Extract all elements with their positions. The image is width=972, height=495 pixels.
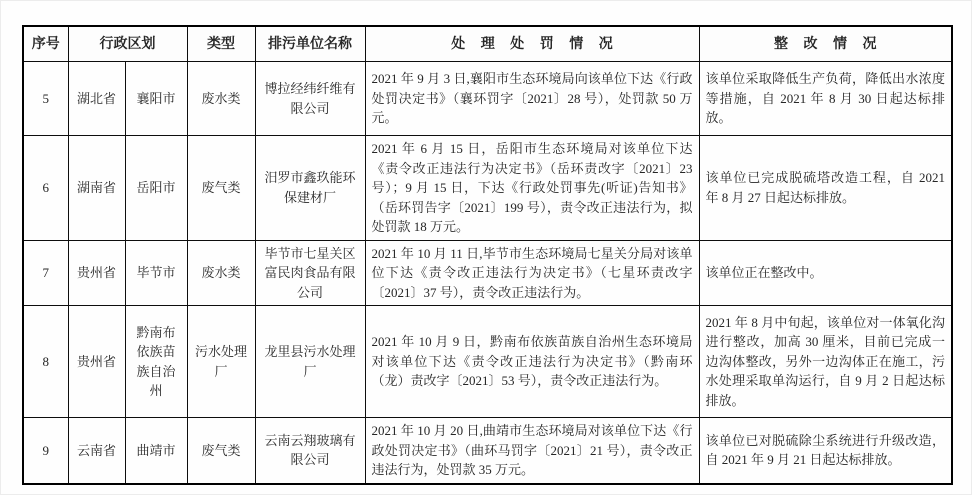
header-unit: 排污单位名称 [255,26,365,62]
cell-penalty: 2021 年 10 月 20 日,曲靖市生态环境局对该单位下达《行政处罚决定书》（曲环马罚字〔2021〕21 号），责令改正违法行为，处罚款 35 万元。 [365,418,699,484]
cell-unit: 毕节市七星关区富民肉食品有限公司 [255,240,365,306]
table-row [23,418,952,484]
cell-city: 岳阳市 [125,136,187,241]
cell-type: 废水类 [187,62,255,136]
cell-penalty: 2021 年 10 月 11 日,毕节市生态环境局七星关分局对该单位下达《责令改正违法行为决定书》（七星环责改字〔2021〕37 号），责令改正违法行为。 [365,240,699,306]
header-penalty: 处 理 处 罚 情 况 [365,26,699,62]
header-rectification: 整 改 情 况 [699,26,952,62]
cell-unit: 云南云翔玻璃有限公司 [255,418,365,484]
cell-unit: 汨罗市鑫玖能环保建材厂 [255,136,365,241]
cell-rectification: 该单位已对脱硫除尘系统进行升级改造，自 2021 年 9 月 21 日起达标排放。 [699,418,952,484]
table-row [23,62,952,136]
cell-seq: 5 [23,62,68,136]
cell-unit: 博拉经纬纤维有限公司 [255,62,365,136]
header-region: 行政区划 [68,26,187,62]
header-seq: 序号 [23,26,68,62]
cell-province: 贵州省 [68,306,125,418]
cell-city: 毕节市 [125,240,187,306]
cell-type: 污水处理厂 [187,306,255,418]
cell-type: 废气类 [187,136,255,241]
cell-seq: 9 [23,418,68,484]
cell-province: 湖北省 [68,62,125,136]
cell-seq: 8 [23,306,68,418]
cell-rectification: 该单位已完成脱硫塔改造工程，自 2021 年 8 月 27 日起达标排放。 [699,136,952,241]
cell-type: 废水类 [187,240,255,306]
header-row [23,26,952,62]
cell-seq: 7 [23,240,68,306]
cell-city: 曲靖市 [125,418,187,484]
cell-rectification: 2021 年 8 月中旬起，该单位对一体氧化沟进行整改，加高 30 厘米，目前已完成一边沟体整改，另外一边沟体正在施工，污水处理采取单沟运行，自 9 月 2 日起达标排放。 [699,306,952,418]
table-row [23,136,952,241]
cell-rectification: 该单位采取降低生产负荷，降低出水浓度等措施，自 2021 年 8 月 30 日起达标排放。 [699,62,952,136]
table-row [23,306,952,418]
cell-rectification: 该单位正在整改中。 [699,240,952,306]
cell-penalty: 2021 年 9 月 3 日,襄阳市生态环境局向该单位下达《行政处罚决定书》（襄环罚字〔2021〕28 号），处罚款 50 万元。 [365,62,699,136]
table-row [23,240,952,306]
cell-penalty: 2021 年 10 月 9 日，黔南布依族苗族自治州生态环境局对该单位下达《责令改正违法行为决定书》（黔南环（龙）责改字〔2021〕53 号），责令改正违法行为。 [365,306,699,418]
cell-province: 贵州省 [68,240,125,306]
cell-province: 云南省 [68,418,125,484]
cell-type: 废气类 [187,418,255,484]
cell-penalty: 2021 年 6 月 15 日，岳阳市生态环境局对该单位下达《责令改正违法行为决定书》（岳环责改字〔2021〕23 号）；9 月 15 日，下达《行政处罚事先(听证)告知书》（岳环罚告字〔2021〕199 号），责令改正违法行为，拟处罚款 18 万元。 [365,136,699,241]
cell-city: 黔南布依族苗族自治州 [125,306,187,418]
cell-unit: 龙里县污水处理厂 [255,306,365,418]
cell-seq: 6 [23,136,68,241]
cell-city: 襄阳市 [125,62,187,136]
header-type: 类型 [187,26,255,62]
penalty-table [22,25,953,485]
cell-province: 湖南省 [68,136,125,241]
